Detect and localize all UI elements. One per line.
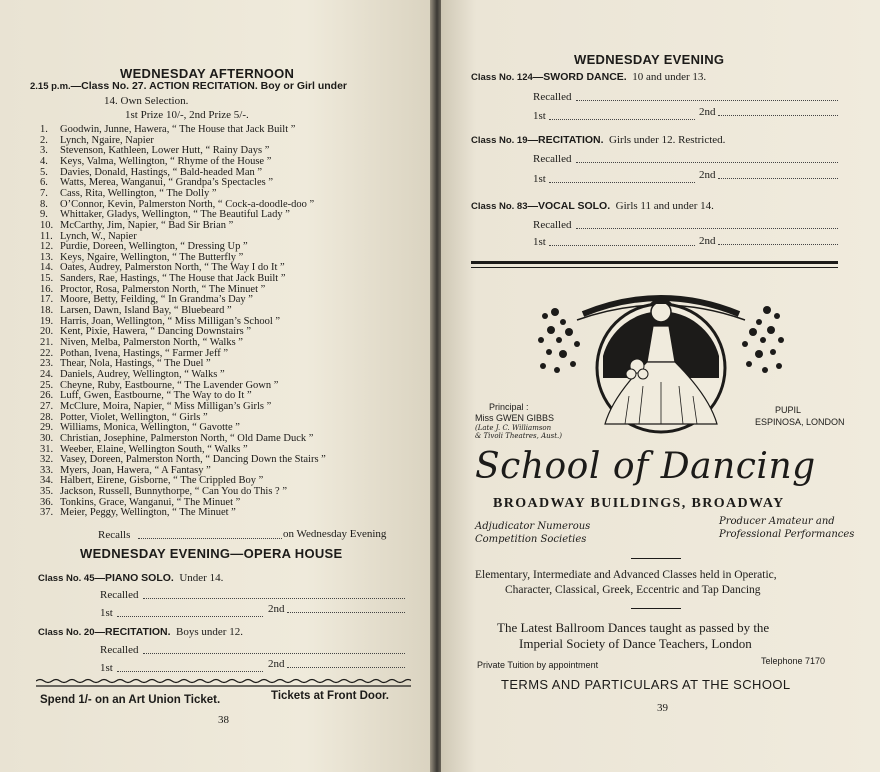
class-19-line: [471, 134, 725, 146]
classes-line-2: Character, Classical, Greek, Eccentric and Tap Dancing: [505, 584, 761, 596]
entry-text: Luff, Gwen, Eastbourne, “ The Way to do It ”: [60, 390, 252, 402]
entry-number: 7.: [40, 187, 48, 199]
entry-text: Lynch, W., Napier: [60, 230, 137, 242]
opera-house-heading: WEDNESDAY EVENING—OPERA HOUSE: [80, 546, 343, 561]
entry-number: 31.: [40, 443, 54, 455]
recalls-rule: [138, 538, 282, 539]
entry-number: 20.: [40, 326, 54, 338]
principal-note-1: (Late J. C. Williamson: [475, 424, 552, 432]
entry-number: 29.: [40, 422, 54, 434]
recalls-label: Recalls: [98, 529, 131, 541]
entry-number: 9.: [40, 209, 48, 221]
class-20-desc: Boys under 12.: [176, 626, 243, 638]
class-83-desc: Girls 11 and under 14.: [615, 200, 714, 212]
entry-text: Sanders, Rae, Hastings, “ The House that Jack Built ”: [60, 273, 286, 285]
entry-number: 24.: [40, 368, 54, 380]
entry-text: O’Connor, Kevin, Palmerston North, “ Cock-a-doodle-doo ”: [60, 198, 315, 210]
class-19-second-label: 2nd: [699, 169, 716, 181]
entry-text: Tonkins, Grace, Wanganui, “ The Minuet ”: [60, 496, 241, 508]
entry-text: Williams, Monica, Wellington, “ Gavotte ”: [60, 422, 240, 434]
entry-number: 23.: [40, 358, 54, 370]
class-45-recalled-rule: [143, 598, 405, 599]
entry-text: Harris, Joan, Wellington, “ Miss Milligan’s School ”: [60, 315, 281, 327]
producer-line-2: Professional Performances: [719, 529, 855, 540]
page-number-38: 38: [218, 714, 229, 726]
entry-text: Thear, Nola, Hastings, “ The Duel ”: [60, 358, 211, 370]
entry-number: 5.: [40, 166, 48, 178]
entry-text: Larsen, Dawn, Island Bay, “ Bluebeard ”: [60, 305, 232, 317]
class-83-title: —VOCAL SOLO.: [527, 200, 611, 212]
class-27-line: [30, 80, 347, 92]
class-20-recalled-label: Recalled: [100, 644, 139, 656]
entry-number: 2.: [40, 134, 48, 146]
entry-text: Daniels, Audrey, Wellington, “ Walks ”: [60, 368, 225, 380]
class-83-first-rule: [549, 245, 695, 246]
entry-text: Weeber, Elaine, Wellington South, “ Walks ”: [60, 443, 248, 455]
entry-number: 19.: [40, 315, 54, 327]
adjudicator-line-2: Competition Societies: [475, 534, 587, 545]
afternoon-heading: WEDNESDAY AFTERNOON: [120, 66, 295, 81]
entry-text: Niven, Melba, Palmerston North, “ Walks ”: [60, 337, 243, 348]
class-20-first-rule: [117, 671, 263, 672]
pupil-name: ESPINOSA, LONDON: [755, 417, 845, 427]
class-19-first-rule: [549, 182, 695, 183]
entry-number: 26.: [40, 390, 54, 402]
entry-text: Christian, Josephine, Palmerston North, “ Old Dame Duck ”: [60, 432, 314, 444]
entry-text: Meier, Peggy, Wellington, “ The Minuet ”: [60, 507, 236, 519]
class-27-line-2: 14. Own Selection.: [104, 95, 189, 107]
class-45-desc: Under 14.: [179, 572, 224, 584]
class-20-number: Class No. 20: [38, 627, 95, 638]
class-124-second-label: 2nd: [699, 106, 716, 118]
class-27-title: —Class No. 27. ACTION RECITATION. Boy or Girl under: [70, 80, 348, 92]
entry-text: Cheyne, Ruby, Eastbourne, “ The Lavender Gown ”: [60, 379, 279, 391]
entry-number: 28.: [40, 411, 54, 423]
entry-text: Davies, Donald, Hastings, “ Bald-headed Man ”: [60, 166, 263, 178]
entry-number: 13.: [40, 251, 54, 263]
prize-line: 1st Prize 10/-, 2nd Prize 5/-.: [125, 109, 249, 121]
entry-text: Halbert, Eirene, Gisborne, “ The Crippled Boy ”: [60, 475, 264, 487]
adjudicator-line-1: Adjudicator Numerous: [475, 521, 591, 532]
class-83-recalled-label: Recalled: [533, 219, 572, 231]
entry-number: 33.: [40, 464, 54, 476]
class-45-second-label: 2nd: [268, 603, 285, 615]
ballroom-line-2: Imperial Society of Dance Teachers, London: [519, 636, 752, 651]
entry-number: 10.: [40, 219, 54, 231]
entry-number: 21.: [40, 337, 54, 348]
double-rule-top: [471, 261, 838, 264]
art-union-note: Spend 1/- on an Art Union Ticket.: [40, 694, 221, 706]
entry-number: 34.: [40, 475, 54, 487]
entry-text: McCarthy, Jim, Napier, “ Bad Sir Brian ”: [60, 219, 234, 231]
entry-number: 27.: [40, 400, 54, 412]
principal-note-2: & Tivoli Theatres, Aust.): [475, 432, 562, 440]
class-45-number: Class No. 45: [38, 573, 95, 584]
entry-text: McClure, Moira, Napier, “ Miss Milligan’s Girls ”: [60, 400, 272, 412]
entry-number: 14.: [40, 262, 54, 274]
class-124-first-label: 1st: [533, 110, 546, 122]
entry-row: [40, 508, 236, 519]
class-19-second-rule: [718, 178, 838, 179]
class-20-second-label: 2nd: [268, 658, 285, 670]
entry-text: Stevenson, Kathleen, Lower Hutt, “ Rainy Days ”: [60, 145, 270, 157]
entry-number: 11.: [40, 230, 53, 242]
entry-number: 37.: [40, 507, 54, 519]
entry-number: 16.: [40, 283, 54, 295]
class-45-line: [38, 572, 223, 584]
entry-text: Moore, Betty, Feilding, “ In Grandma’s Day ”: [60, 294, 253, 306]
class-124-recalled-label: Recalled: [533, 91, 572, 103]
entry-number: 30.: [40, 432, 54, 444]
class-83-second-rule: [718, 244, 838, 245]
entry-text: Keys, Ngaire, Wellington, “ The Butterfly ”: [60, 251, 244, 263]
page-39: [441, 0, 880, 772]
wavy-divider: [36, 678, 411, 688]
entry-text: Lynch, Ngaire, Napier: [60, 134, 154, 146]
double-rule-bottom: [471, 267, 838, 268]
entry-text: Myers, Joan, Hawera, “ A Fantasy ”: [60, 464, 211, 476]
ballroom-line-1: The Latest Ballroom Dances taught as passed by the: [497, 620, 770, 635]
entry-number: 25.: [40, 379, 54, 391]
entry-number: 6.: [40, 177, 48, 189]
producer-line-1: Producer Amateur and: [719, 516, 835, 527]
entry-text: Jackson, Russell, Bunnythorpe, “ Can You do This ? ”: [60, 486, 288, 498]
class-124-second-rule: [718, 115, 838, 116]
entry-text: Keys, Valma, Wellington, “ Rhyme of the House ”: [60, 155, 272, 167]
entry-number: 17.: [40, 294, 54, 306]
principal-label: Principal :: [489, 402, 529, 412]
class-20-first-label: 1st: [100, 662, 113, 674]
class-124-desc: 10 and under 13.: [632, 71, 707, 83]
entry-text: Watts, Merea, Wanganui, “ Grandpa’s Spectacles ”: [60, 177, 273, 189]
entry-number: 12.: [40, 241, 54, 253]
entry-text: Pothan, Ivena, Hastings, “ Farmer Jeff ”: [60, 347, 229, 359]
class-20-title: —RECITATION.: [94, 626, 171, 638]
entry-text: Cass, Rita, Wellington, “ The Dolly ”: [60, 187, 217, 199]
entry-number: 8.: [40, 198, 48, 210]
page-38: [0, 0, 438, 772]
class-19-desc: Girls under 12. Restricted.: [609, 134, 726, 146]
recalls-suffix: on Wednesday Evening: [283, 528, 387, 540]
evening-heading: WEDNESDAY EVENING: [574, 52, 725, 67]
entry-text: Purdie, Doreen, Wellington, “ Dressing Up ”: [60, 241, 248, 253]
class-45-title: —PIANO SOLO.: [94, 572, 174, 584]
entry-number: 35.: [40, 486, 54, 498]
class-124-first-rule: [549, 119, 695, 120]
class-83-line: [471, 200, 714, 212]
class-124-title: —SWORD DANCE.: [532, 71, 627, 83]
class-19-first-label: 1st: [533, 173, 546, 185]
short-rule-1: [631, 558, 681, 559]
entry-number: 32.: [40, 454, 54, 466]
class-124-line: [471, 71, 706, 83]
dancer-illustration: [533, 286, 789, 438]
class-124-number: Class No. 124: [471, 72, 533, 83]
entry-number: 3.: [40, 145, 48, 157]
class-20-line: [38, 626, 243, 638]
entry-text: Potter, Violet, Wellington, “ Girls ”: [60, 411, 208, 423]
entry-text: Oates, Audrey, Palmerston North, “ The Way I do It ”: [60, 262, 285, 274]
class-19-title: —RECITATION.: [527, 134, 604, 146]
page-number-39: 39: [657, 702, 668, 714]
terms-line: TERMS AND PARTICULARS AT THE SCHOOL: [501, 677, 791, 692]
class-83-recalled-rule: [576, 228, 838, 229]
short-rule-2: [631, 608, 681, 609]
entry-number: 36.: [40, 496, 54, 508]
class-83-second-label: 2nd: [699, 235, 716, 247]
class-45-first-label: 1st: [100, 607, 113, 619]
entry-text: Goodwin, Junne, Hawera, “ The House that Jack Built ”: [60, 124, 296, 135]
entry-number: 22.: [40, 347, 54, 359]
class-19-recalled-label: Recalled: [533, 153, 572, 165]
pupil-label: PUPIL: [775, 405, 802, 415]
class-19-recalled-rule: [576, 162, 838, 163]
class-20-recalled-rule: [143, 653, 405, 654]
school-title: School of Dancing: [475, 446, 816, 487]
class-19-number: Class No. 19: [471, 135, 528, 146]
entry-number: 4.: [40, 155, 48, 167]
class-45-second-rule: [287, 612, 405, 613]
classes-line-1: Elementary, Intermediate and Advanced Classes held in Operatic,: [475, 569, 777, 581]
class-124-recalled-rule: [576, 100, 838, 101]
entry-number: 15.: [40, 273, 54, 285]
class-83-number: Class No. 83: [471, 201, 528, 212]
entry-text: Vasey, Doreen, Palmerston North, “ Dancing Down the Stairs ”: [60, 454, 326, 466]
telephone: Telephone 7170: [761, 656, 826, 666]
entry-number: 1.: [40, 124, 48, 135]
tickets-note: Tickets at Front Door.: [271, 690, 390, 702]
principal-name: Miss GWEN GIBBS: [475, 413, 555, 423]
private-tuition: Private Tuition by appointment: [477, 660, 599, 670]
class-45-recalled-label: Recalled: [100, 589, 139, 601]
class-time: 2.15 p.m.: [30, 81, 71, 92]
class-83-first-label: 1st: [533, 236, 546, 248]
class-45-first-rule: [117, 616, 263, 617]
school-address: BROADWAY BUILDINGS, BROADWAY: [493, 496, 785, 511]
entry-text: Kent, Pixie, Hawera, “ Dancing Downstairs ”: [60, 326, 251, 338]
class-20-second-rule: [287, 667, 405, 668]
entry-text: Whittaker, Gladys, Wellington, “ The Beautiful Lady ”: [60, 209, 290, 221]
entry-text: Proctor, Rosa, Palmerston North, “ The Minuet ”: [60, 283, 266, 295]
entry-number: 18.: [40, 305, 54, 317]
